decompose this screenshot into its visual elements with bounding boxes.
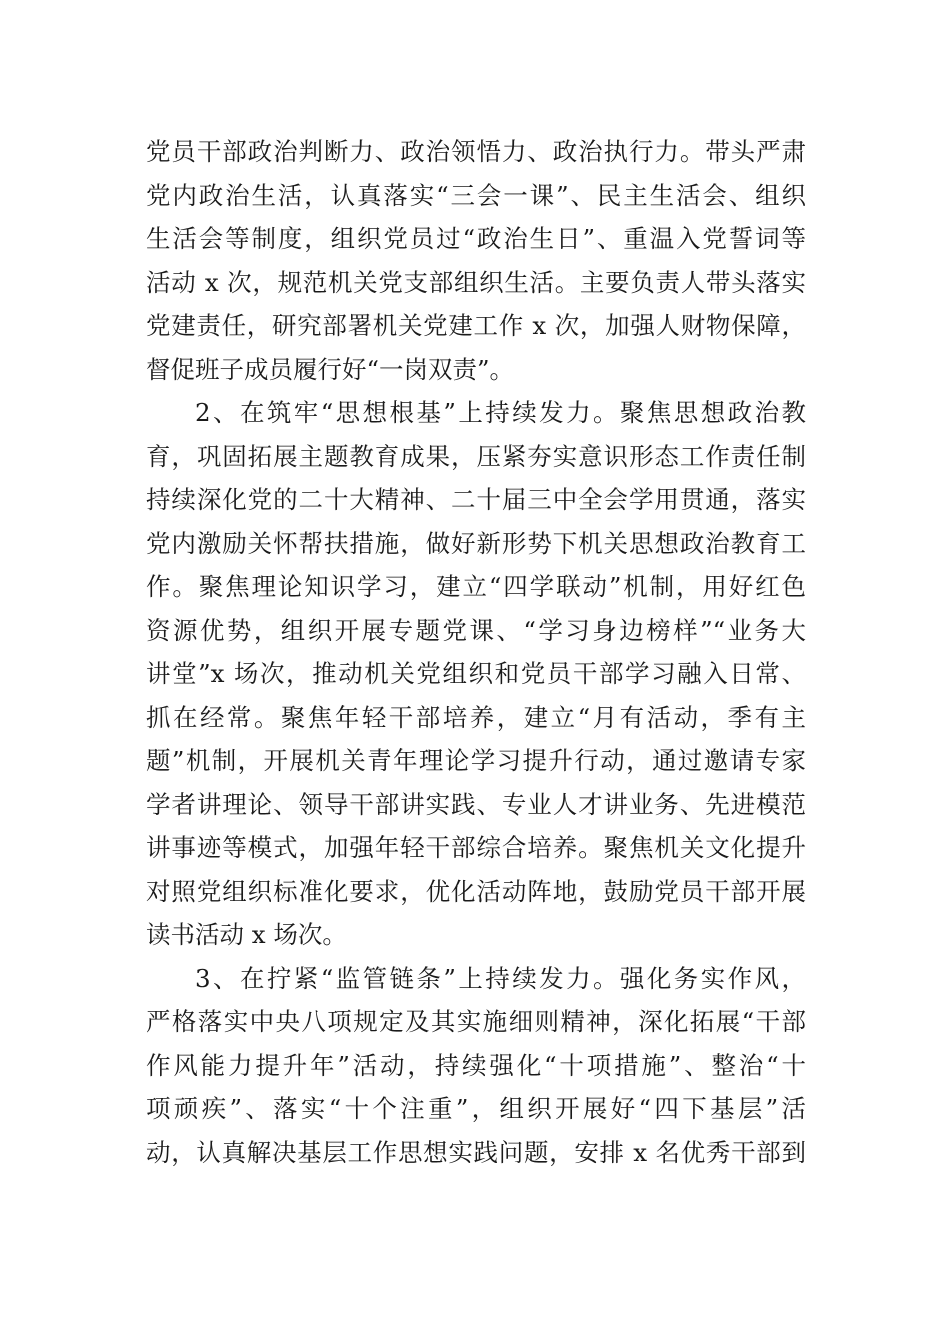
- text-line: 严格落实中央八项规定及其实施细则精神，深化拓展“干部: [146, 1007, 806, 1036]
- text-line: 作风能力提升年”活动，持续强化“十项措施”、整治“十: [146, 1050, 806, 1080]
- text-line: 育，巩固拓展主题教育成果，压紧夯实意识形态工作责任制: [146, 441, 806, 471]
- text-line: 讲堂”x 场次，推动机关党组织和党员干部学习融入日常、: [146, 659, 806, 688]
- text-line: 资源优势，组织开展专题党课、“学习身边榜样”“业务大: [146, 615, 806, 645]
- text-line: 动，认真解决基层工作思想实践问题，安排 x 名优秀干部到: [146, 1137, 806, 1167]
- text-line: 对照党组织标准化要求，优化活动阵地，鼓励党员干部开展: [146, 876, 806, 906]
- body-text: [146, 130, 806, 1174]
- text-line: 党员干部政治判断力、政治领悟力、政治执行力。带头严肃: [146, 137, 806, 166]
- paragraph-3: [146, 957, 806, 1175]
- paragraph-heading-line: 2、在筑牢“思想根基”上持续发力。聚焦思想政治教: [195, 398, 806, 427]
- paragraph-heading-line: 3、在拧紧“监管链条”上持续发力。强化务实作风，: [195, 963, 806, 993]
- text-line: 督促班子成员履行好“一岗双责”。: [146, 354, 515, 384]
- text-line: 持续深化党的二十大精神、二十届三中全会学用贯通，落实: [146, 485, 806, 514]
- text-line: 党建责任，研究部署机关党建工作 x 次，加强人财物保障，: [146, 311, 806, 340]
- text-line: 读书活动 x 场次。: [146, 920, 347, 949]
- text-line: 抓在经常。聚焦年轻干部培养，建立“月有活动，季有主: [146, 702, 806, 732]
- text-line: 题”机制，开展机关青年理论学习提升行动，通过邀请专家: [146, 746, 806, 775]
- text-line: 党内激励关怀帮扶措施，做好新形势下机关思想政治教育工: [146, 528, 806, 558]
- text-line: 党内政治生活，认真落实“三会一课”、民主生活会、组织: [146, 180, 806, 210]
- text-line: 学者讲理论、领导干部讲实践、专业人才讲业务、先进模范: [146, 789, 806, 819]
- paragraph-continuation: [146, 130, 806, 391]
- text-line: 生活会等制度，组织党员过“政治生日”、重温入党誓词等: [146, 224, 806, 253]
- paragraph-2: [146, 391, 806, 957]
- text-line: 作。聚焦理论知识学习，建立“四学联动”机制，用好红色: [146, 572, 806, 601]
- text-line: 活动 x 次，规范机关党支部组织生活。主要负责人带头落实: [146, 267, 806, 297]
- text-line: 项顽疾”、落实“十个注重”，组织开展好“四下基层”活: [146, 1094, 806, 1123]
- text-line: 讲事迹等模式，加强年轻干部综合培养。聚焦机关文化提升: [146, 833, 806, 862]
